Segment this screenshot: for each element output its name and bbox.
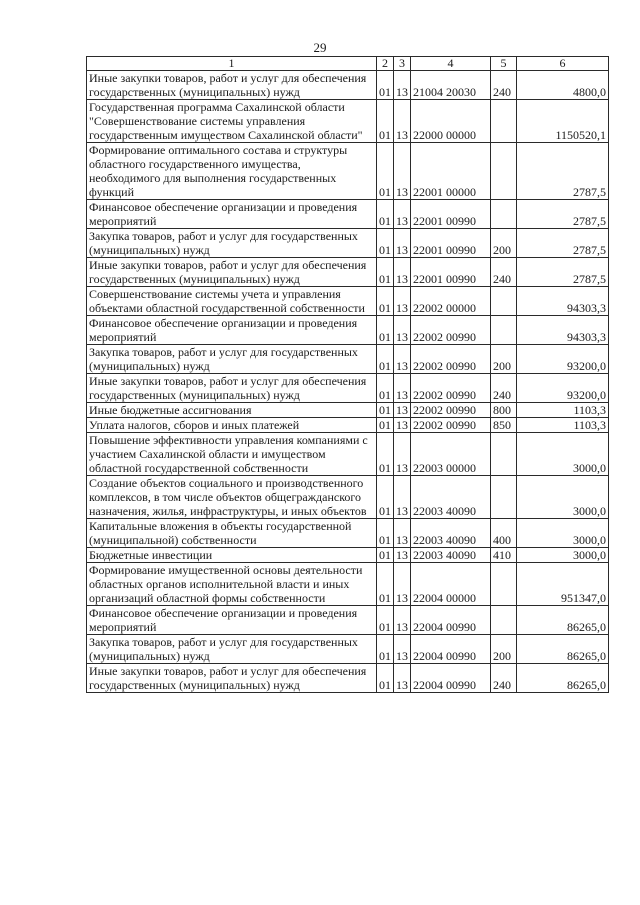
table-row <box>87 200 609 229</box>
row-section-cell: 01 <box>377 635 394 664</box>
table-row <box>87 229 609 258</box>
row-section-cell: 01 <box>377 519 394 548</box>
row-target-article-cell: 22003 40090 <box>411 519 491 548</box>
row-subsection-cell: 13 <box>394 316 411 345</box>
row-target-article-cell: 22001 00000 <box>411 143 491 200</box>
row-section-cell: 01 <box>377 143 394 200</box>
row-subsection-cell: 13 <box>394 143 411 200</box>
table-row <box>87 548 609 563</box>
row-subsection-cell: 13 <box>394 606 411 635</box>
row-name-cell: Иные бюджетные ассигнования <box>87 403 377 418</box>
table-row <box>87 374 609 403</box>
table-row <box>87 258 609 287</box>
header-cell-3: 3 <box>394 57 411 71</box>
table-row <box>87 635 609 664</box>
row-expense-type-cell: 400 <box>491 519 517 548</box>
row-subsection-cell: 13 <box>394 258 411 287</box>
row-expense-type-cell <box>491 143 517 200</box>
header-cell-5: 5 <box>491 57 517 71</box>
row-subsection-cell: 13 <box>394 519 411 548</box>
row-target-article-cell: 22001 00990 <box>411 258 491 287</box>
row-expense-type-cell: 200 <box>491 345 517 374</box>
row-name-cell: Иные закупки товаров, работ и услуг для обеспечения государственных (муниципальных) нужд <box>87 664 377 693</box>
row-target-article-cell: 22001 00990 <box>411 229 491 258</box>
table-row <box>87 418 609 433</box>
row-amount-cell: 86265,0 <box>517 664 609 693</box>
row-expense-type-cell: 240 <box>491 374 517 403</box>
row-amount-cell: 4800,0 <box>517 71 609 100</box>
row-subsection-cell: 13 <box>394 287 411 316</box>
row-expense-type-cell: 200 <box>491 229 517 258</box>
row-name-cell: Иные закупки товаров, работ и услуг для обеспечения государственных (муниципальных) нужд <box>87 258 377 287</box>
table-row <box>87 476 609 519</box>
row-expense-type-cell <box>491 316 517 345</box>
page-number: 29 <box>313 40 327 55</box>
row-amount-cell: 93200,0 <box>517 345 609 374</box>
header-cell-2: 2 <box>377 57 394 71</box>
row-section-cell: 01 <box>377 403 394 418</box>
row-name-cell: Создание объектов социального и производственного комплексов, в том числе объектов общегражданского назначения, жилья, инфраструктуры, и иных объектов <box>87 476 377 519</box>
row-target-article-cell: 22004 00000 <box>411 563 491 606</box>
budget-table <box>86 56 609 693</box>
row-subsection-cell: 13 <box>394 433 411 476</box>
row-amount-cell: 3000,0 <box>517 548 609 563</box>
row-section-cell: 01 <box>377 71 394 100</box>
row-name-cell: Уплата налогов, сборов и иных платежей <box>87 418 377 433</box>
row-name-cell: Государственная программа Сахалинской области "Совершенствование системы управления государственным имуществом Сахалинской области" <box>87 100 377 143</box>
row-section-cell: 01 <box>377 418 394 433</box>
row-section-cell: 01 <box>377 258 394 287</box>
row-target-article-cell: 22002 00990 <box>411 316 491 345</box>
row-target-article-cell: 21004 20030 <box>411 71 491 100</box>
row-expense-type-cell: 410 <box>491 548 517 563</box>
row-name-cell: Капитальные вложения в объекты государственной (муниципальной) собственности <box>87 519 377 548</box>
row-target-article-cell: 22002 00990 <box>411 403 491 418</box>
row-section-cell: 01 <box>377 606 394 635</box>
row-expense-type-cell: 200 <box>491 635 517 664</box>
row-amount-cell: 86265,0 <box>517 606 609 635</box>
row-expense-type-cell <box>491 287 517 316</box>
row-target-article-cell: 22003 00000 <box>411 433 491 476</box>
row-target-article-cell: 22004 00990 <box>411 635 491 664</box>
row-name-cell: Финансовое обеспечение организации и проведения мероприятий <box>87 316 377 345</box>
row-subsection-cell: 13 <box>394 548 411 563</box>
row-section-cell: 01 <box>377 229 394 258</box>
row-amount-cell: 86265,0 <box>517 635 609 664</box>
table-row <box>87 606 609 635</box>
row-name-cell: Повышение эффективности управления компаниями с участием Сахалинской области и имуществом областной государственной собственности <box>87 433 377 476</box>
row-name-cell: Иные закупки товаров, работ и услуг для обеспечения государственных (муниципальных) нужд <box>87 374 377 403</box>
table-row <box>87 519 609 548</box>
row-subsection-cell: 13 <box>394 635 411 664</box>
row-expense-type-cell: 240 <box>491 71 517 100</box>
row-section-cell: 01 <box>377 548 394 563</box>
table-row <box>87 143 609 200</box>
row-amount-cell: 94303,3 <box>517 316 609 345</box>
header-cell-6: 6 <box>517 57 609 71</box>
table-row <box>87 403 609 418</box>
table-row <box>87 71 609 100</box>
row-subsection-cell: 13 <box>394 664 411 693</box>
row-target-article-cell: 22000 00000 <box>411 100 491 143</box>
row-section-cell: 01 <box>377 374 394 403</box>
row-section-cell: 01 <box>377 664 394 693</box>
row-target-article-cell: 22002 00990 <box>411 418 491 433</box>
row-target-article-cell: 22001 00990 <box>411 200 491 229</box>
row-amount-cell: 3000,0 <box>517 476 609 519</box>
row-section-cell: 01 <box>377 100 394 143</box>
row-name-cell: Формирование оптимального состава и структуры областного государственного имущества, необходимого для выполнения государственных функций <box>87 143 377 200</box>
row-amount-cell: 2787,5 <box>517 143 609 200</box>
row-amount-cell: 2787,5 <box>517 200 609 229</box>
row-amount-cell: 94303,3 <box>517 287 609 316</box>
row-expense-type-cell <box>491 563 517 606</box>
row-name-cell: Бюджетные инвестиции <box>87 548 377 563</box>
row-subsection-cell: 13 <box>394 71 411 100</box>
row-expense-type-cell <box>491 433 517 476</box>
row-amount-cell: 951347,0 <box>517 563 609 606</box>
row-subsection-cell: 13 <box>394 403 411 418</box>
table-row <box>87 100 609 143</box>
row-expense-type-cell <box>491 100 517 143</box>
row-name-cell: Иные закупки товаров, работ и услуг для обеспечения государственных (муниципальных) нужд <box>87 71 377 100</box>
row-subsection-cell: 13 <box>394 345 411 374</box>
row-target-article-cell: 22002 00000 <box>411 287 491 316</box>
row-subsection-cell: 13 <box>394 229 411 258</box>
row-expense-type-cell: 240 <box>491 258 517 287</box>
table-row <box>87 345 609 374</box>
table-row <box>87 433 609 476</box>
row-name-cell: Финансовое обеспечение организации и проведения мероприятий <box>87 606 377 635</box>
row-name-cell: Закупка товаров, работ и услуг для государственных (муниципальных) нужд <box>87 229 377 258</box>
row-amount-cell: 2787,5 <box>517 258 609 287</box>
row-subsection-cell: 13 <box>394 563 411 606</box>
row-expense-type-cell: 240 <box>491 664 517 693</box>
row-subsection-cell: 13 <box>394 374 411 403</box>
row-expense-type-cell: 800 <box>491 403 517 418</box>
row-target-article-cell: 22003 40090 <box>411 548 491 563</box>
table-row <box>87 563 609 606</box>
row-subsection-cell: 13 <box>394 418 411 433</box>
row-section-cell: 01 <box>377 476 394 519</box>
row-amount-cell: 93200,0 <box>517 374 609 403</box>
row-subsection-cell: 13 <box>394 100 411 143</box>
row-amount-cell: 1103,3 <box>517 403 609 418</box>
row-target-article-cell: 22003 40090 <box>411 476 491 519</box>
row-name-cell: Формирование имущественной основы деятельности областных органов исполнительной власти и иных организаций областной формы собственности <box>87 563 377 606</box>
table-header-row <box>87 57 609 71</box>
row-amount-cell: 3000,0 <box>517 433 609 476</box>
row-name-cell: Финансовое обеспечение организации и проведения мероприятий <box>87 200 377 229</box>
header-cell-4: 4 <box>411 57 491 71</box>
row-section-cell: 01 <box>377 433 394 476</box>
row-expense-type-cell <box>491 606 517 635</box>
table-row <box>87 664 609 693</box>
row-target-article-cell: 22002 00990 <box>411 345 491 374</box>
row-section-cell: 01 <box>377 287 394 316</box>
row-expense-type-cell: 850 <box>491 418 517 433</box>
row-target-article-cell: 22002 00990 <box>411 374 491 403</box>
row-amount-cell: 1103,3 <box>517 418 609 433</box>
row-amount-cell: 2787,5 <box>517 229 609 258</box>
row-section-cell: 01 <box>377 345 394 374</box>
row-section-cell: 01 <box>377 200 394 229</box>
row-section-cell: 01 <box>377 316 394 345</box>
header-cell-1: 1 <box>87 57 377 71</box>
row-amount-cell: 1150520,1 <box>517 100 609 143</box>
row-expense-type-cell <box>491 476 517 519</box>
table-row <box>87 287 609 316</box>
table-row <box>87 316 609 345</box>
row-amount-cell: 3000,0 <box>517 519 609 548</box>
row-section-cell: 01 <box>377 563 394 606</box>
row-name-cell: Закупка товаров, работ и услуг для государственных (муниципальных) нужд <box>87 635 377 664</box>
row-subsection-cell: 13 <box>394 200 411 229</box>
row-subsection-cell: 13 <box>394 476 411 519</box>
row-name-cell: Закупка товаров, работ и услуг для государственных (муниципальных) нужд <box>87 345 377 374</box>
row-target-article-cell: 22004 00990 <box>411 606 491 635</box>
row-name-cell: Совершенствование системы учета и управления объектами областной государственной собственности <box>87 287 377 316</box>
row-target-article-cell: 22004 00990 <box>411 664 491 693</box>
row-expense-type-cell <box>491 200 517 229</box>
